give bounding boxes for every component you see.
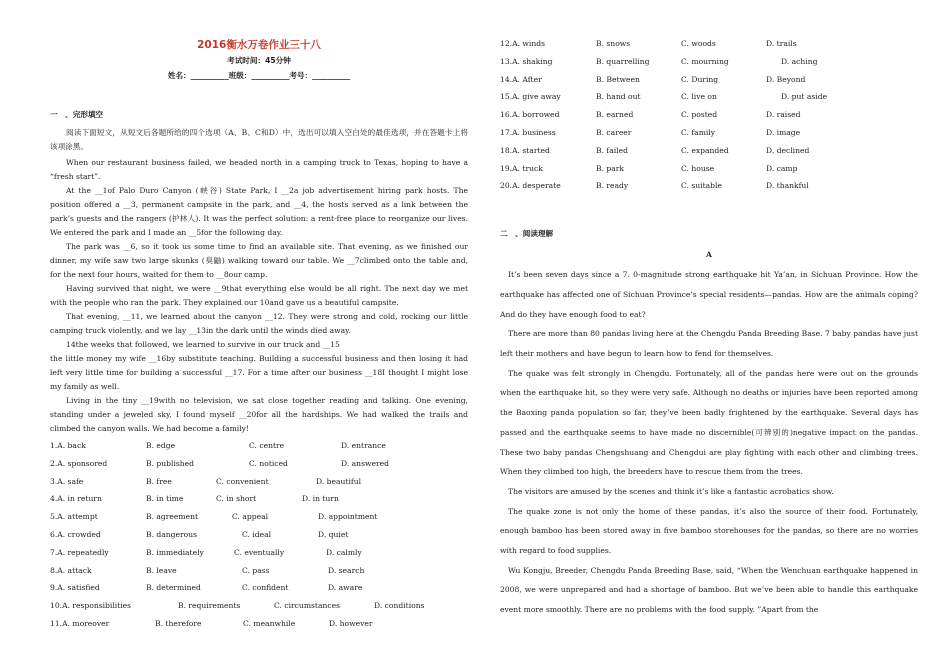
option-c: C. noticed (249, 458, 288, 468)
option-row (50, 473, 468, 491)
option-row (50, 615, 468, 633)
option-c: C. posted (681, 110, 718, 120)
option-b: B. free (146, 476, 172, 486)
option-a: 2.A. sponsored (50, 458, 108, 468)
option-a: 11.A. moreover (50, 618, 110, 628)
option-d: D. image (766, 127, 801, 137)
option-a: 14.A. After (500, 74, 542, 84)
option-b: B. therefore (155, 618, 202, 628)
option-b: B. ready (596, 181, 629, 191)
option-row (500, 53, 918, 71)
option-d: D. aware (328, 583, 363, 593)
option-c: C. live on (681, 92, 717, 102)
option-b: B. requirements (178, 601, 241, 611)
option-row (50, 437, 468, 455)
option-c: C. convenient (216, 476, 269, 486)
option-b: B. hand out (596, 92, 641, 102)
reading-paragraph: The quake zone is not only the home of these pandas, it’s also the source of their food. Fortunately, enough bamboo has been stored away in five bamboo storehouses for the pandas, so there are no worries with regard to food supplies. (500, 506, 918, 556)
option-a: 4.A. in return (50, 494, 102, 504)
option-c: C. pass (242, 565, 270, 575)
option-c: C. During (681, 74, 719, 84)
option-d: D. Beyond (766, 74, 806, 84)
option-d: D. declined (766, 145, 810, 155)
option-row (50, 579, 468, 597)
option-row (500, 88, 918, 106)
student-info-fields: 姓名：__________班级：__________考号：__________ (167, 71, 351, 80)
option-a: 12.A. winds (500, 39, 545, 48)
left-column (50, 0, 468, 633)
option-a: 1.A. back (50, 441, 86, 450)
option-d: D. thankful (766, 181, 809, 191)
option-c: C. mourning (681, 56, 729, 66)
option-b: B. snows (596, 39, 631, 48)
passage-paragraph: Having survived that night, we were __9that everything else would be all right. The next day we met with the people who ran the park. They explained our 10and gave us a beautiful campsite. (50, 284, 468, 307)
section-heading-cloze: 一 、完形填空 (50, 110, 104, 119)
right-column (500, 0, 918, 620)
option-d: D. however (329, 618, 373, 628)
option-c: C. meanwhile (243, 618, 296, 628)
option-d: D. in turn (302, 494, 339, 504)
option-d: D. trails (766, 39, 797, 48)
option-row (500, 106, 918, 124)
options-list-left (50, 437, 468, 633)
option-c: C. family (681, 127, 716, 137)
option-row (500, 177, 918, 195)
option-b: B. earned (596, 110, 634, 120)
passage-label: A (706, 250, 712, 260)
option-d: D. aching (781, 56, 818, 66)
option-row (50, 597, 468, 615)
option-c: C. confident (242, 583, 289, 593)
passage-paragraph: The park was __6, so it took us some time to find an available site. That evening, as we finished our dinner, my wife saw two large skunks (臭鼬) walking toward our table. We __7climbed onto the table and, for the next four hours, waited for them to __8our camp. (50, 242, 468, 279)
option-a: 7.A. repeatedly (50, 547, 109, 557)
option-d: D. raised (766, 110, 801, 120)
passage-paragraph: 14the weeks that followed, we learned to survive in our truck and __15 (66, 340, 340, 349)
option-d: D. beautiful (316, 476, 362, 486)
option-c: C. circumstances (274, 601, 341, 611)
option-d: D. appointment (318, 512, 378, 522)
option-d: D. conditions (374, 601, 425, 611)
option-a: 17.A. business (500, 127, 556, 137)
option-d: D. entrance (341, 441, 386, 450)
option-b: B. dangerous (146, 529, 198, 539)
option-d: D. answered (341, 458, 389, 468)
option-a: 16.A. borrowed (500, 110, 560, 120)
option-b: B. agreement (146, 512, 199, 522)
passage-paragraph: Living in the tiny __19with no television, we sat close together reading and talking. One evening, standing under a jeweled sky, I found myself __20for all the hardships. We had walked the trails and climbed the canyon walls. We had become a family! (50, 396, 468, 433)
option-row (50, 455, 468, 473)
option-c: C. appeal (232, 512, 269, 522)
option-b: B. park (596, 163, 625, 173)
option-d: D. calmly (326, 547, 362, 557)
option-b: B. quarrelling (596, 56, 650, 66)
page-title: 2016衡水万卷作业三十八 (197, 39, 321, 51)
option-c: C. in short (216, 494, 257, 504)
option-row (500, 35, 918, 53)
option-a: 15.A. give away (500, 92, 561, 102)
passage-paragraph: the little money my wife __16by substitute teaching. Building a successful business and then losing it had left very little time for building a successful __17. For a time after our business __18I thought I might lose my family as well. (50, 354, 468, 391)
option-a: 18.A. started (500, 145, 550, 155)
option-a: 20.A. desperate (500, 181, 561, 191)
option-c: C. ideal (242, 529, 272, 539)
section-heading-reading: 二 、阅读理解 (500, 229, 554, 239)
reading-paragraph: Wu Kongju, Breeder, Chengdu Panda Breeding Base, said, “When the Wenchuan earthquake happened in 2008, we were unprepared and had a shortage of bamboo. But we’ve been able to handle this earthquake event more smoothly. There are no problems with the food supply. ”Apart from the (500, 565, 918, 615)
option-b: B. determined (146, 583, 201, 593)
option-d: D. camp (766, 163, 798, 173)
option-c: C. centre (249, 441, 285, 450)
option-b: B. leave (146, 565, 177, 575)
reading-passage (500, 265, 918, 620)
option-c: C. house (681, 163, 715, 173)
option-a: 9.A. satisfied (50, 583, 100, 593)
option-a: 10.A. responsibilities (50, 601, 132, 611)
option-b: B. immediately (146, 547, 204, 557)
instruction: 阅读下面短文，从短文后各题所给的四个选项（A、B、C和D）中，选出可以填入空白处的最佳选项，并在答题卡上将该项涂黑。 (50, 128, 468, 151)
options-list-right (500, 35, 918, 195)
option-b: B. failed (596, 145, 628, 155)
option-row (500, 124, 918, 142)
option-c: C. eventually (234, 547, 285, 557)
option-a: 6.A. crowded (50, 529, 101, 539)
option-c: C. suitable (681, 181, 722, 191)
passage-paragraph: That evening, __11, we learned about the canyon __12. They were strong and cold, rocking our little camping truck violently, and we lay __13in the dark until the winds died away. (50, 312, 468, 335)
option-row (500, 71, 918, 89)
option-d: D. put aside (781, 92, 828, 102)
option-a: 5.A. attempt (50, 512, 98, 522)
passage-paragraph: At the __1of Palo Duro Canyon (峡谷) State Park, I __2a job advertisement hiring park hosts. The position offered a __3, permanent campsite in the park, and __4, the hosts served as a link between the park’s guests and the rangers (护林人). It was the perfect solution: a rent-free place to reorganize our lives. We entered the park and I made an __5for the following day. (50, 186, 468, 237)
option-b: B. published (146, 458, 195, 468)
passage-paragraph: When our restaurant business failed, we headed north in a camping truck to Texas, hoping to have a “fresh start”. (50, 158, 468, 181)
option-row (50, 508, 468, 526)
cloze-passage (50, 156, 468, 436)
option-d: D. search (328, 565, 365, 575)
option-a: 19.A. truck (500, 163, 543, 173)
reading-paragraph: The quake was felt strongly in Chengdu. Fortunately, all of the pandas here were out on the grounds when the earthquake hit, so they were very safe. Although no deaths or injuries have been reported among the Baoxing panda population so far, they’ve been badly frightened by the earthquake. Several days has passed and the earthquake seems to have made no discernible(可辨别的)negative impact on the pandas. These two baby pandas Chengshuang and Chengdui are play fighting with each other and climbing trees. When they climbed too high, the breeders have to rescue them from the trees. (500, 368, 918, 477)
option-row (500, 160, 918, 178)
option-c: C. expanded (681, 145, 729, 155)
option-b: B. edge (146, 441, 176, 450)
option-row (500, 142, 918, 160)
option-row (50, 562, 468, 580)
option-row (50, 544, 468, 562)
option-row (50, 526, 468, 544)
option-a: 8.A. attack (50, 565, 92, 575)
option-b: B. Between (596, 74, 640, 84)
option-row (50, 490, 468, 508)
option-c: C. woods (681, 39, 716, 48)
option-d: D. quiet (318, 529, 349, 539)
reading-paragraph: The visitors are amused by the scenes and think it’s like a fantastic acrobatics show. (508, 486, 834, 496)
reading-paragraph: There are more than 80 pandas living here at the Chengdu Panda Breeding Base. 7 baby pandas have just left their mothers and have begun to learn how to fend for themselves. (500, 329, 918, 358)
exam-time: 考试时间：45分钟 (227, 56, 291, 65)
option-a: 3.A. safe (50, 476, 84, 486)
reading-paragraph: It’s been seven days since a 7. 0-magnitude strong earthquake hit Ya’an, in Sichuan Province. How the earthquake has affected one of Sichuan Province’s special residents—pandas. How are the animals coping? And do they have enough food to eat? (500, 270, 918, 319)
option-a: 13.A. shaking (500, 56, 553, 66)
option-b: B. career (596, 127, 632, 137)
option-b: B. in time (146, 494, 184, 504)
